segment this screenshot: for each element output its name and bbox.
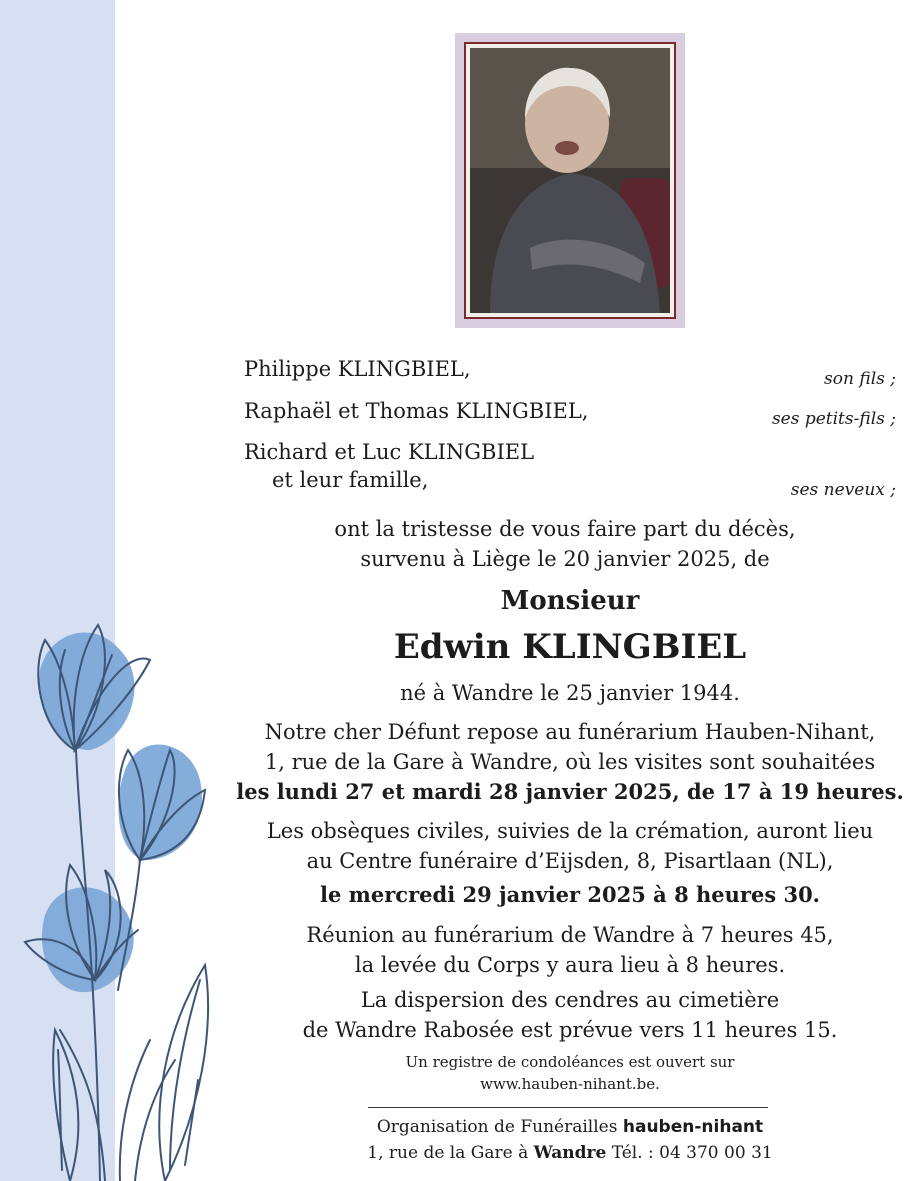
meeting — [230, 920, 910, 980]
register — [230, 1051, 910, 1095]
funeral-date: le mercredi 29 janvier 2025 à 8 heures 30. — [320, 882, 820, 907]
dispersion — [230, 985, 910, 1045]
family-member-nephews: Richard et Luc KLINGBIEL — [244, 440, 535, 464]
visitation-line-1: Notre cher Défunt repose au funérarium Hauben-Nihant, — [264, 720, 876, 744]
portrait-frame — [455, 33, 685, 328]
relation-grandsons: ses petits-fils ; — [771, 409, 896, 429]
meeting-line-2: la levée du Corps y aura lieu à 8 heures. — [354, 953, 786, 977]
family-member-family: et leur famille, — [272, 468, 429, 492]
organisation-brand: hauben-nihant — [622, 1117, 764, 1137]
announcement-line-1: ont la tristesse de vous faire part du décès, — [334, 517, 796, 541]
visitation-dates: les lundi 27 et mardi 28 janvier 2025, de 17 à 19 heures. — [236, 779, 904, 804]
announcement-line-2: survenu à Liège le 20 janvier 2025, de — [360, 547, 770, 571]
visitation-line-2: 1, rue de la Gare à Wandre, où les visites sont souhaitées — [264, 750, 876, 774]
announcement — [225, 514, 905, 574]
dispersion-line-1: La dispersion des cendres au cimetière — [360, 988, 780, 1012]
register-url[interactable]: www.hauben-nihant.be. — [480, 1075, 660, 1093]
register-line-1: Un registre de condoléances est ouvert sur — [405, 1053, 735, 1071]
family-member-grandsons: Raphaël et Thomas KLINGBIEL, — [244, 399, 589, 423]
deceased-title: Monsieur — [500, 586, 640, 616]
funeral — [230, 816, 910, 876]
portrait-image — [470, 48, 670, 313]
flower-illustration — [0, 610, 240, 1181]
family-member-son: Philippe KLINGBIEL, — [244, 357, 471, 381]
divider — [368, 1107, 768, 1108]
organisation-label: Organisation de Funérailles — [376, 1117, 618, 1137]
organisation-town: Wandre — [533, 1143, 607, 1163]
organisation-phone: Tél. : 04 370 00 31 — [611, 1143, 773, 1163]
organisation — [230, 1114, 910, 1166]
relation-son: son fils ; — [824, 369, 896, 389]
relation-nephews: ses neveux ; — [790, 480, 896, 500]
deceased-name: Edwin KLINGBIEL — [393, 627, 747, 667]
visitation — [230, 717, 910, 807]
portrait-photo — [464, 42, 676, 319]
organisation-address: 1, rue de la Gare à — [367, 1143, 529, 1163]
meeting-line-1: Réunion au funérarium de Wandre à 7 heures 45, — [306, 923, 834, 947]
dispersion-line-2: de Wandre Rabosée est prévue vers 11 heures 15. — [302, 1018, 838, 1042]
funeral-line-1: Les obsèques civiles, suivies de la crémation, auront lieu — [266, 819, 874, 843]
funeral-line-2: au Centre funéraire d’Eijsden, 8, Pisartlaan (NL), — [306, 849, 834, 873]
family-list — [244, 355, 896, 505]
deceased-birth: né à Wandre le 25 janvier 1944. — [400, 681, 740, 705]
